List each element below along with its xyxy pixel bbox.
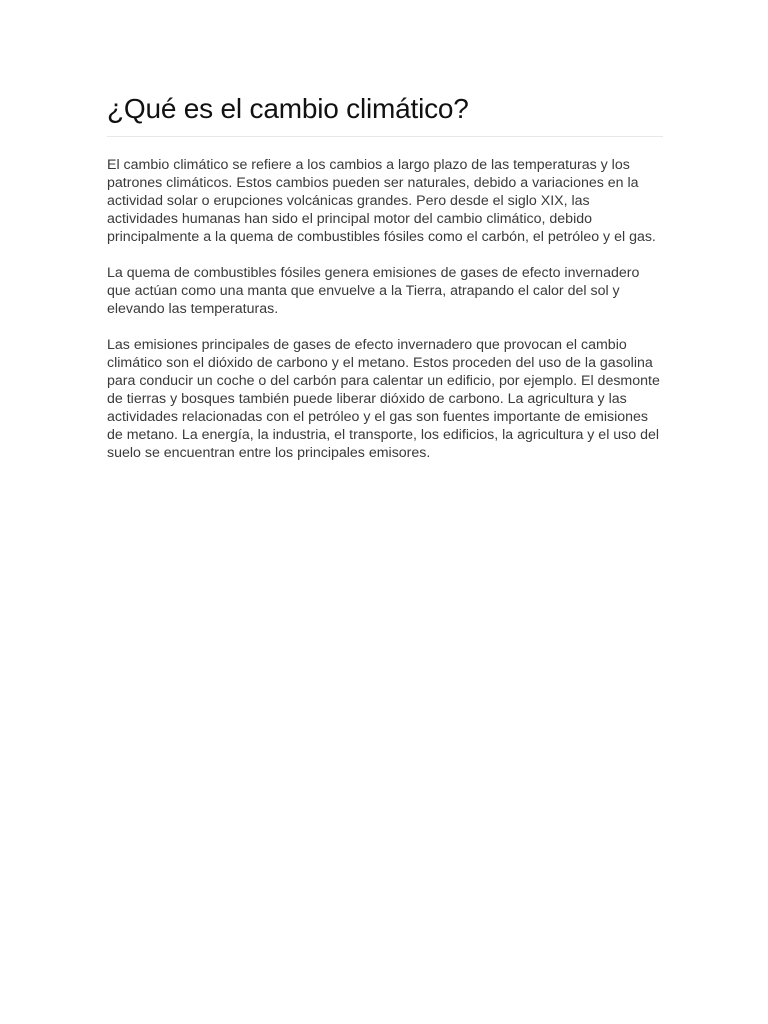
paragraph-3: Las emisiones principales de gases de efecto invernadero que provocan el cambio climático son el dióxido de carbono y el metano. Estos proceden del uso de la gasolina para conducir un coche o del carbón para calentar un edificio, por ejemplo. El desmonte de tierras y bosques también puede liberar dióxido de carbono. La agricultura y las actividades relacionadas con el petróleo y el gas son fuentes importante de emisiones de metano. La energía, la industria, el transporte, los edificios, la agricultura y el uso del suelo se encuentran entre los principales emisores.	[107, 337, 660, 461]
document-page	[107, 92, 663, 480]
paragraph-1: El cambio climático se refiere a los cambios a largo plazo de las temperaturas y los patrones climáticos. Estos cambios pueden ser naturales, debido a variaciones en la actividad solar o erupciones volcánicas grandes. Pero desde el siglo XIX, las actividades humanas han sido el principal motor del cambio climático, debido principalmente a la quema de combustibles fósiles como el carbón, el petróleo y el gas.	[107, 157, 656, 245]
paragraph-2: La quema de combustibles fósiles genera emisiones de gases de efecto invernadero que actúan como una manta que envuelve a la Tierra, atrapando el calor del sol y elevando las temperaturas.	[107, 265, 640, 317]
page-title: ¿Qué es el cambio climático?	[107, 92, 663, 137]
article-body	[107, 156, 663, 462]
